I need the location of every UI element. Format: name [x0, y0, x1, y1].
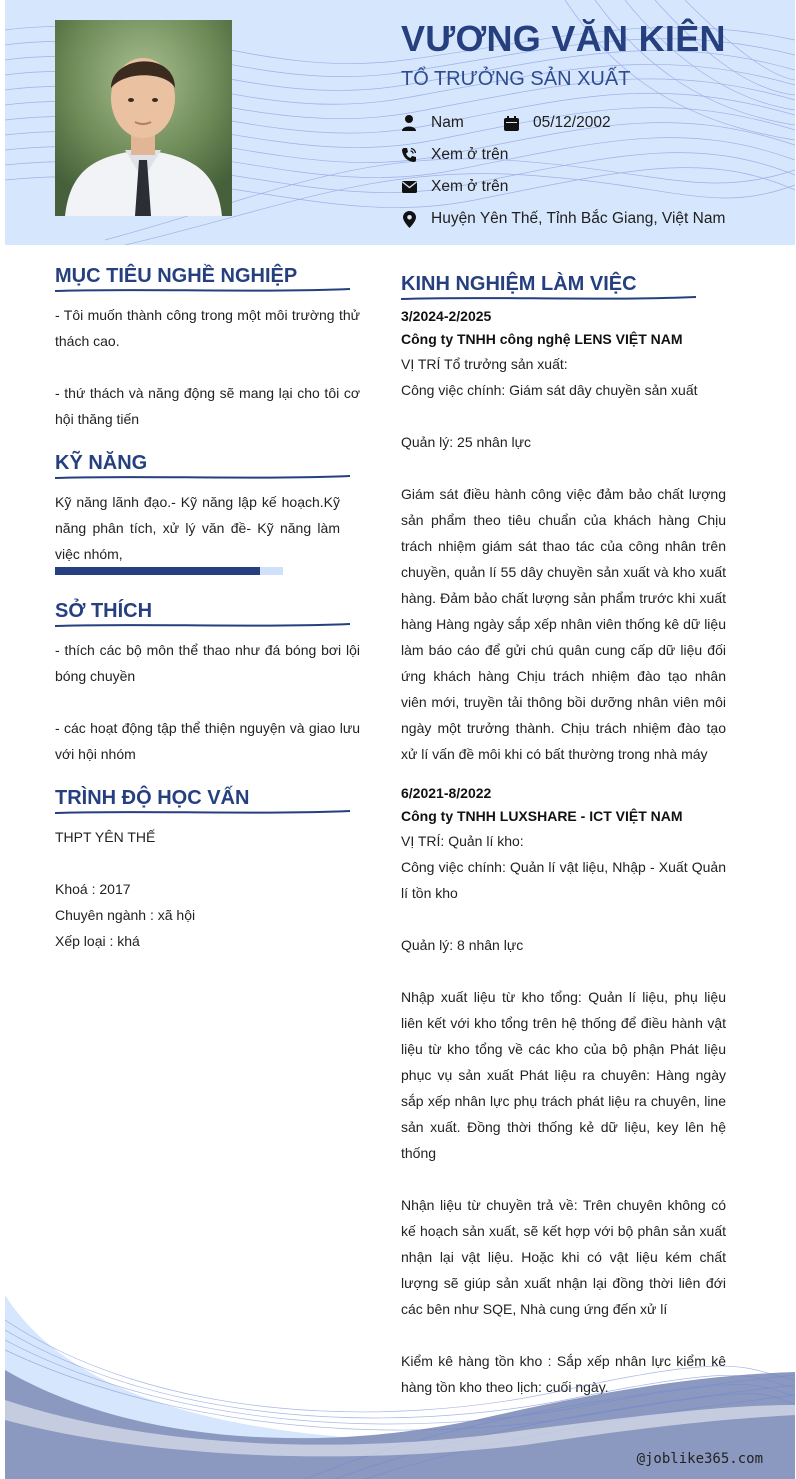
job-1-description: VỊ TRÍ Tổ trưởng sản xuất: Công việc chính: Giám sát dây chuyền sản xuất Quản lý: 25 nhân lực Giám sát điều hành công việc đảm bảo chất lượng sản phẩm theo tiêu chuẩn của khách hàng Chịu trách nhiệm giám sát thao tác của công nhân trên chuyền, quản lí 55 dây chuyền sản xuất và kho xuất hàng. Đảm bảo chất lượng sản phẩm trước khi xuất hàng Hàng ngày sắp xếp nhân viên thống kê dữ liệu làm báo cáo để gửi chú quân cung cấp dữ liệu đối ứng khách hàng Chịu trách nhiệm đào tạo nhân viên mới, truyền tải thông bồi dưỡng nhân viên môi ngày một trưởng thành. Chịu trách nhiệm đào tạo xử lí vấn đề môi khi có bất thường trong nhà máy [401, 356, 726, 762]
user-icon [401, 114, 417, 132]
education-underline [55, 808, 350, 816]
job-2-description: VỊ TRÍ: Quản lí kho: Công việc chính: Quản lí vật liệu, Nhập - Xuất Quản lí tồn kho Quản lý: 8 nhân lực Nhập xuất liệu từ kho tổng: Quản lí liệu, phụ liệu liên kết với kho tổng trên hệ thống để điều hành vật liệu từ kho tổng về các kho của bộ phận Phát liệu phục vụ sản xuất Phát liệu ra chuyên: Hàng ngày sắp xếp nhân lực phụ trách phát liệu ra chuyên, line sản xuất. Đồng thời thống kẻ dữ liệu, key lên hệ thống Nhận liệu từ chuyền trả về: Trên chuyên không có kế hoạch sản xuất, sẽ kết hợp với bộ phân sản xuất nhận lại vật liệu. Hoặc khi có vật liệu kém chất lượng sẽ giúp sản xuất nhận lại đồng thời liên đới các bên như SQE, Nhà cung ứng đến xử lí Kiểm kê hàng tồn kho : Sắp xếp nhân lực kiểm kê hàng tồn kho theo lịch: cuối ngày. [401, 833, 726, 1395]
gender-value: Nam [431, 114, 464, 131]
resume-header [5, 0, 795, 245]
job-1-date: 3/2024-2/2025 [401, 308, 492, 324]
experience-underline [401, 294, 696, 302]
email-row [401, 176, 508, 198]
skill-level-fill [55, 567, 260, 575]
phone-icon [401, 146, 417, 164]
birthdate-row [503, 112, 611, 134]
email-value: Xem ở trên [431, 178, 509, 195]
phone-row [401, 144, 508, 166]
skills-text: Kỹ năng lãnh đạo.- Kỹ năng lập kế hoạch.Kỹ năng phân tích, xử lý văn đề- Kỹ năng làm việc nhóm, [55, 494, 340, 562]
resume-page [5, 0, 795, 1479]
birthdate-value: 05/12/2002 [533, 114, 611, 131]
objective-underline [55, 286, 350, 294]
experience-title: KINH NGHIỆM LÀM VIỆC [401, 273, 637, 295]
calendar-icon [503, 114, 519, 132]
objective-title: MỤC TIÊU NGHỀ NGHIỆP [55, 265, 298, 287]
envelope-icon [401, 178, 417, 196]
map-pin-icon [401, 210, 417, 228]
skills-underline [55, 473, 350, 481]
phone-value: Xem ở trên [431, 146, 509, 163]
skill-level-bar [55, 567, 283, 575]
job-1-company: Công ty TNHH công nghệ LENS VIỆT NAM [401, 331, 683, 347]
gender-row [401, 112, 464, 134]
candidate-role: TỔ TRƯỞNG SẢN XUẤT [401, 68, 631, 90]
address-value: Huyện Yên Thế, Tỉnh Bắc Giang, Việt Nam [431, 210, 726, 227]
education-text: THPT YÊN THẾ Khoá : 2017 Chuyên ngành : xã hội Xếp loại : khá [55, 829, 196, 949]
hobbies-underline [55, 621, 350, 629]
portrait-image [55, 20, 232, 216]
profile-photo [55, 20, 232, 216]
hobbies-text: - thích các bộ môn thể thao như đá bóng bơi lội bóng chuyền - các hoạt động tập thể thiện nguyện và giao lưu với hội nhóm [55, 642, 360, 762]
candidate-name: VƯƠNG VĂN KIÊN [401, 18, 726, 59]
footer-wave-decoration [5, 1280, 795, 1479]
hobbies-title: SỞ THÍCH [55, 600, 153, 622]
skills-title: KỸ NĂNG [55, 452, 148, 474]
brand-watermark: @joblike365.com [636, 1451, 763, 1467]
education-title: TRÌNH ĐỘ HỌC VẤN [55, 787, 250, 809]
job-2-date: 6/2021-8/2022 [401, 785, 492, 801]
objective-text: - Tôi muốn thành công trong một môi trường thử thách cao. - thứ thách và năng động sẽ mang lại cho tôi cơ hội thăng tiến [55, 307, 360, 427]
address-row [401, 208, 725, 230]
job-2-company: Công ty TNHH LUXSHARE - ICT VIỆT NAM [401, 808, 683, 824]
